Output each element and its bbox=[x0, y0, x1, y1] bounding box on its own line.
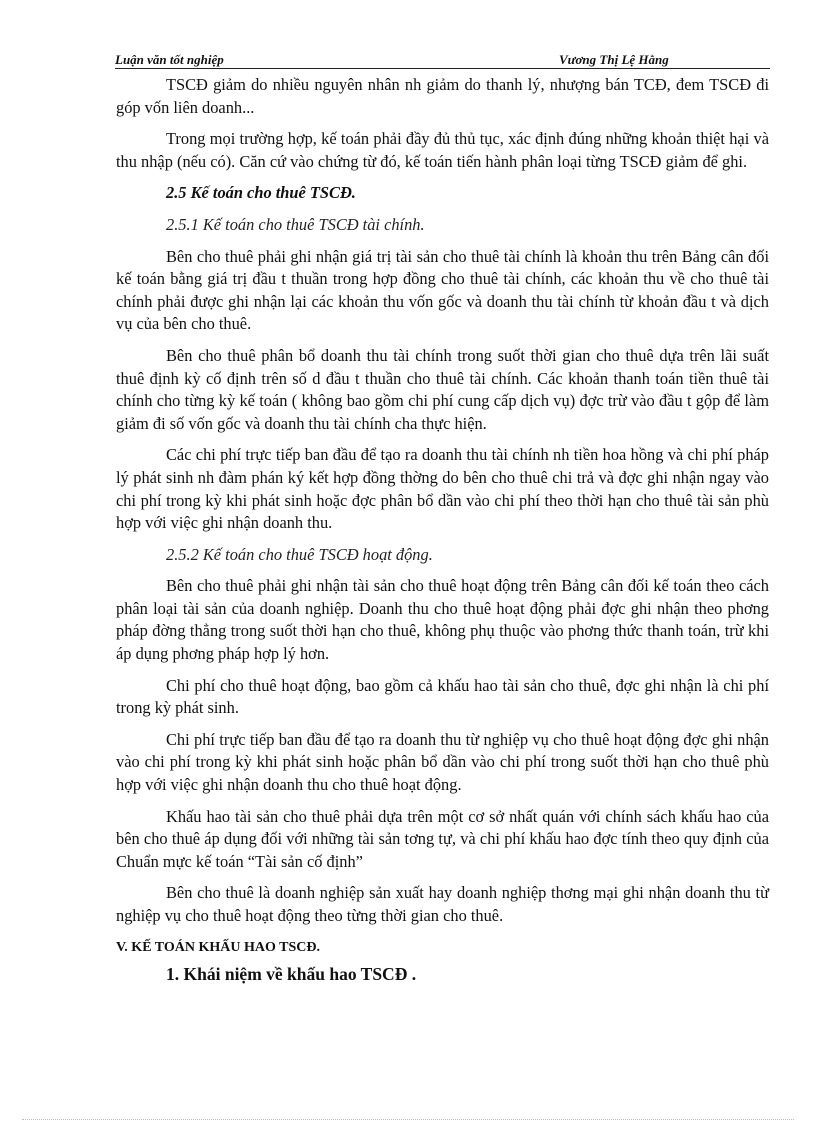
paragraph: TSCĐ giảm do nhiều nguyên nhân nh giảm do thanh lý, nhượng bán TCĐ, đem TSCĐ đi góp vốn liên doanh... bbox=[116, 75, 769, 117]
paragraph: Trong mọi trường hợp, kế toán phải đầy đủ thủ tục, xác định đúng những khoản thiệt hại và thu nhập (nếu có). Căn cứ vào chứng từ đó, kế toán tiến hành phân loại từng TSCĐ giảm để ghi. bbox=[116, 129, 769, 171]
page-bottom-divider bbox=[22, 1119, 794, 1120]
document-body bbox=[116, 74, 769, 986]
running-header bbox=[115, 52, 770, 69]
paragraph: Bên cho thuê là doanh nghiệp sản xuất hay doanh nghiệp thơng mại ghi nhận doanh thu từ nghiệp vụ cho thuê hoạt động theo từng thời gian cho thuê. bbox=[116, 883, 769, 925]
paragraph: Chi phí trực tiếp ban đầu để tạo ra doanh thu từ nghiệp vụ cho thuê hoạt động đợc ghi nhận vào chi phí trong kỳ khi phát sinh hoặc phân bổ dần vào chi phí trong suốt thời hạn cho thuê phù hợp với việc ghi nhận doanh thu cho thuê hoạt động. bbox=[116, 729, 769, 795]
paragraph: Bên cho thuê phân bổ doanh thu tài chính trong suốt thời gian cho thuê dựa trên lãi suất thuê định kỳ cố định trên số d đầu t thuần cho thuê tài chính. Các khoản thanh toán tiền thuê tài chính cho từng kỳ kế toán ( không bao gồm chi phí cung cấp dịch vụ) đợc trừ vào đầu t gộp để làm giảm đi số vốn gốc và doanh thu tài chính cha thực hiện. bbox=[116, 345, 769, 433]
subsection-heading-2-5-2: 2.5.2 Kế toán cho thuê TSCĐ hoạt động. bbox=[166, 544, 433, 564]
section-heading-1: 1. Khái niệm về khấu hao TSCĐ . bbox=[166, 964, 417, 985]
chapter-heading-v: V. KẾ TOÁN KHẤU HAO TSCĐ. bbox=[116, 939, 320, 955]
header-author: Vương Thị Lệ Hằng bbox=[559, 52, 669, 67]
header-thesis-title: Luận văn tốt nghiệp bbox=[115, 52, 224, 67]
section-heading-2-5: 2.5 Kế toán cho thuê TSCĐ. bbox=[166, 183, 356, 203]
paragraph: Chi phí cho thuê hoạt động, bao gồm cả khấu hao tài sản cho thuê, đợc ghi nhận là chi phí trong kỳ phát sinh. bbox=[116, 675, 769, 718]
subsection-heading-2-5-1: 2.5.1 Kế toán cho thuê TSCĐ tài chính. bbox=[166, 214, 425, 234]
paragraph: Bên cho thuê phải ghi nhận giá trị tài sản cho thuê tài chính là khoản thu trên Bảng cân đối kế toán bằng giá trị đầu t thuần trong hợp đồng cho thuê tài chính, các khoản thu về cho thuê tài chính phải được ghi nhận lại các khoản thu vốn gốc và doanh thu tài chính từ khoản đầu t và dịch vụ của bên cho thuê. bbox=[116, 246, 769, 334]
paragraph: Các chi phí trực tiếp ban đầu để tạo ra doanh thu tài chính nh tiền hoa hồng và chi phí pháp lý phát sinh nh đàm phán ký kết hợp đồng thờng do bên cho thuê chi trả và đợc ghi nhận ngay vào chi phí trong kỳ khi phát sinh hoặc đợc phân bổ dần vào chi phí theo thời hạn cho thuê tài sản phù hợp với việc ghi nhận doanh thu. bbox=[116, 445, 769, 533]
paragraph: Bên cho thuê phải ghi nhận tài sản cho thuê hoạt động trên Bảng cân đối kế toán theo cách phân loại tài sản của doanh nghiệp. Doanh thu cho thuê hoạt động phải đợc ghi nhận theo phơng pháp đờng thẳng trong suốt thời hạn cho thuê, không phụ thuộc vào phơng thức thanh toán, trừ khi áp dụng phơng pháp hợp lý hơn. bbox=[116, 576, 769, 664]
paragraph: Khấu hao tài sản cho thuê phải dựa trên một cơ sở nhất quán với chính sách khấu hao của bên cho thuê áp dụng đối với những tài sản tơng tự, và chi phí khấu hao đợc tính theo quy định của Chuẩn mực kế toán “Tài sản cố định” bbox=[116, 806, 769, 871]
